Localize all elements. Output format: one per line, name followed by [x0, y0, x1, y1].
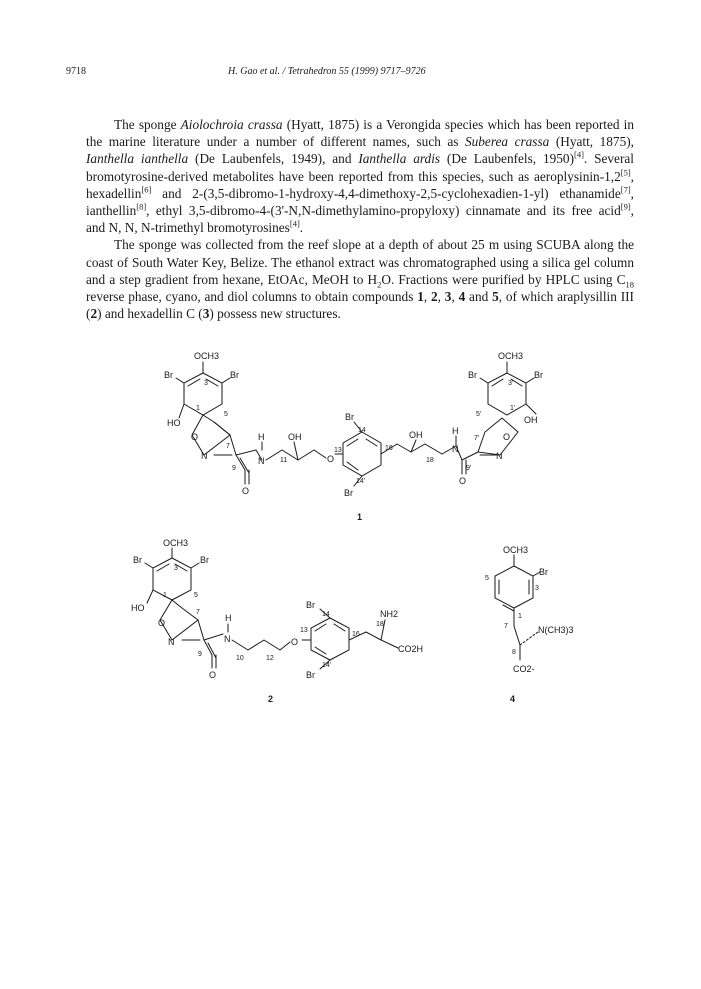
- svg-text:Br: Br: [200, 555, 209, 565]
- citation: [7]: [620, 184, 631, 195]
- citation: [9]: [620, 201, 631, 212]
- svg-text:O: O: [327, 454, 335, 464]
- svg-text:Br: Br: [344, 488, 353, 498]
- svg-text:5: 5: [194, 592, 198, 599]
- svg-text:Br: Br: [306, 600, 315, 610]
- svg-text:10: 10: [236, 655, 244, 662]
- svg-text:16: 16: [352, 631, 360, 638]
- svg-text:N: N: [496, 451, 503, 461]
- svg-text:9: 9: [198, 651, 202, 658]
- svg-text:Br: Br: [345, 412, 354, 422]
- citation: [5]: [620, 167, 631, 178]
- svg-text:1: 1: [163, 592, 167, 599]
- svg-text:7': 7': [474, 435, 480, 442]
- svg-text:O: O: [191, 432, 199, 442]
- svg-text:9: 9: [232, 465, 236, 472]
- structure-2-bonds: [145, 548, 398, 669]
- svg-text:O: O: [503, 432, 511, 442]
- svg-text:OCH3: OCH3: [194, 351, 220, 361]
- svg-text:N: N: [258, 456, 265, 466]
- svg-text:Br: Br: [539, 567, 548, 577]
- svg-text:3': 3': [508, 380, 514, 387]
- structure-1-bonds: [176, 362, 536, 486]
- compound-label-2: 2: [268, 694, 274, 704]
- svg-text:11: 11: [280, 457, 288, 464]
- structure-2-labels: [131, 538, 423, 704]
- svg-text:H: H: [225, 613, 232, 623]
- structure-4-labels: [485, 545, 574, 704]
- svg-text:7: 7: [196, 609, 200, 616]
- svg-text:O: O: [158, 618, 166, 628]
- svg-text:OCH3: OCH3: [503, 545, 529, 555]
- page-number: 9718: [66, 66, 86, 77]
- svg-text:12: 12: [266, 655, 274, 662]
- svg-text:OCH3: OCH3: [498, 351, 524, 361]
- svg-text:Br: Br: [133, 555, 142, 565]
- svg-text:OH: OH: [524, 415, 538, 425]
- svg-text:H: H: [258, 432, 265, 442]
- structure-4-bonds: [495, 555, 540, 660]
- svg-text:7: 7: [504, 623, 508, 630]
- svg-text:Br: Br: [230, 370, 239, 380]
- svg-text:OH: OH: [288, 432, 302, 442]
- svg-text:O: O: [291, 637, 299, 647]
- svg-text:N: N: [168, 637, 175, 647]
- citation: [6]: [141, 184, 152, 195]
- svg-text:CO2-: CO2-: [513, 664, 535, 674]
- svg-text:Br: Br: [534, 370, 543, 380]
- paragraph-intro: The sponge Aiolochroia crassa (Hyatt, 1875) is a Verongida species which has been reported in the marine literature under a number of different names, such as Suberea crassa (Hyatt, 1875), Ianthella ianthella (De Laubenfels, 1949), and Ianthella ardis (De Laubenfels, 1950)[4]. Several bromotyrosine-derived metabolites have been reported from this species, such as aeroplysinin-1,2[5], hexadellin[6] and 2-(3,5-dibromo-1-hydroxy-4,4-dimethoxy-2,5-cyclohexadien-1-yl) ethanamide[7], ianthellin[8], ethyl 3,5-dibromo-4-(3'-N,N-dimethylamino-propyloxy) cinnamate and its free acid[9], and N, N, N-trimethyl bromotyrosines[4].: [86, 117, 635, 236]
- svg-text:OCH3: OCH3: [163, 538, 189, 548]
- svg-text:3: 3: [204, 380, 208, 387]
- svg-text:O: O: [209, 670, 217, 680]
- svg-text:N: N: [452, 444, 459, 454]
- svg-text:9': 9': [466, 465, 472, 472]
- svg-text:5: 5: [224, 411, 228, 418]
- compound-label-4: 4: [510, 694, 516, 704]
- svg-text:H: H: [452, 426, 459, 436]
- svg-text:16: 16: [385, 445, 393, 452]
- svg-text:N(CH3)3: N(CH3)3: [538, 625, 574, 635]
- svg-text:Br: Br: [468, 370, 477, 380]
- svg-text:NH2: NH2: [380, 609, 399, 619]
- svg-text:N: N: [201, 451, 208, 461]
- svg-text:14': 14': [356, 478, 366, 485]
- svg-text:14': 14': [322, 662, 332, 669]
- svg-text:HO: HO: [167, 418, 181, 428]
- running-title: H. Gao et al. / Tetrahedron 55 (1999) 9717–9726: [228, 66, 426, 77]
- compound-label-1: 1: [357, 512, 363, 522]
- citation: [8]: [136, 201, 147, 212]
- svg-text:18: 18: [426, 457, 434, 464]
- svg-text:5': 5': [476, 411, 482, 418]
- citation: [4]: [289, 218, 300, 229]
- svg-text:1: 1: [518, 613, 522, 620]
- svg-text:N: N: [224, 634, 231, 644]
- svg-text:HO: HO: [131, 603, 145, 613]
- svg-text:18: 18: [376, 621, 384, 628]
- svg-text:Br: Br: [164, 370, 173, 380]
- svg-text:8: 8: [512, 649, 516, 656]
- paragraph-methods: The sponge was collected from the reef slope at a depth of about 25 m using SCUBA along the coast of South Water Key, Belize. The ethanol extract was chromatographed using a silica gel column and a step gradient from hexane, EtOAc, MeOH to $H_2O$. Fractions were purified by HPLC using $C_{18}$ reverse phase, cyano, and diol columns to obtain compounds 1, 2, 3, 4 and 5, of which araplysillin III (2) and hexadellin C (3) possess new structures.: [86, 237, 635, 322]
- svg-text:Br: Br: [306, 670, 315, 680]
- svg-text:O: O: [242, 486, 250, 496]
- svg-text:13: 13: [300, 627, 308, 634]
- svg-text:1': 1': [510, 405, 516, 412]
- svg-text:14: 14: [358, 427, 366, 434]
- svg-text:CO2H: CO2H: [398, 644, 424, 654]
- svg-text:5: 5: [485, 575, 489, 582]
- svg-text:1: 1: [196, 405, 200, 412]
- svg-text:OH: OH: [409, 430, 423, 440]
- svg-text:13: 13: [334, 447, 342, 454]
- svg-text:14: 14: [322, 611, 330, 618]
- svg-text:O: O: [459, 476, 467, 486]
- svg-text:7: 7: [226, 443, 230, 450]
- svg-text:3: 3: [535, 585, 539, 592]
- citation: [4]: [574, 149, 584, 160]
- svg-text:3: 3: [174, 565, 178, 572]
- species-name: Aiolochroia crassa: [180, 117, 283, 132]
